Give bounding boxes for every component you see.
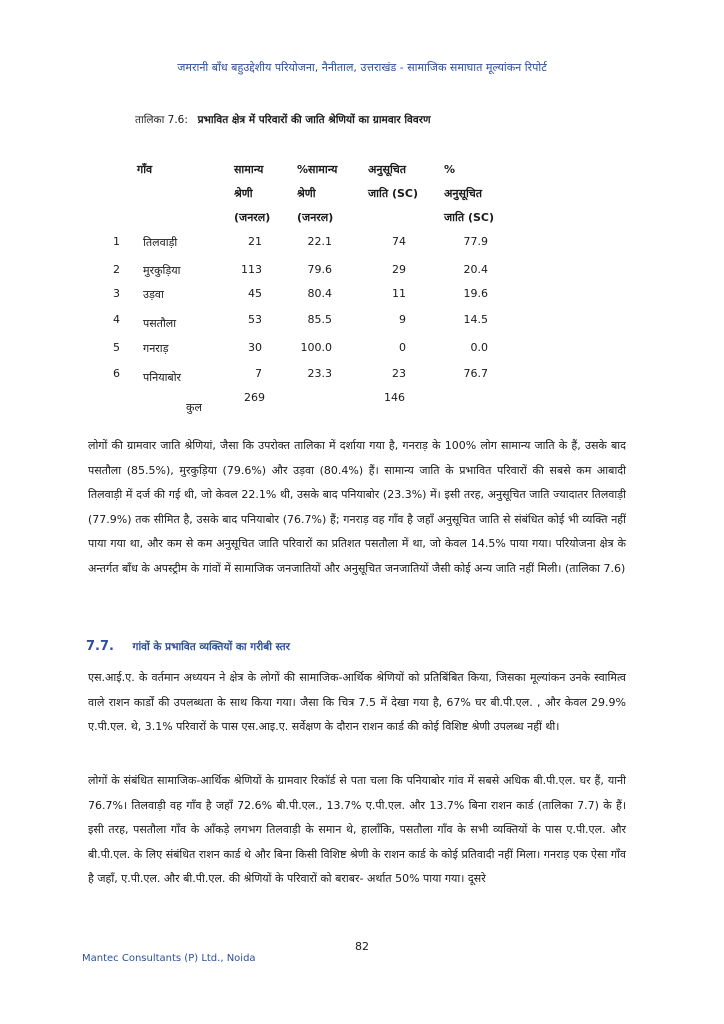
row-sc-pct: 77.9 (463, 235, 488, 248)
row-general-pct: 100.0 (300, 341, 332, 354)
header-line: जाति (SC) (444, 211, 495, 224)
row-sc: 74 (392, 235, 406, 248)
header-line: गाँव (137, 163, 153, 176)
row-serial: 4 (113, 313, 120, 326)
row-serial: 3 (113, 287, 120, 300)
row-general-pct: 79.6 (307, 263, 332, 276)
row-village: पनियाबोर (143, 371, 182, 384)
row-general-pct: 85.5 (307, 313, 332, 326)
row-sc: 11 (392, 287, 406, 300)
row-village: पसतौला (143, 317, 177, 330)
header-line: %सामान्य (297, 163, 338, 176)
table-caption-text: प्रभावित क्षेत्र में परिवारों की जाति श्रेणियों का ग्रामवार विवरण (197, 114, 431, 126)
paragraph: एस.आई.ए. के वर्तमान अध्ययन ने क्षेत्र के लोगों की सामाजिक-आर्थिक श्रेणियों को प्रतिबिंबित किया, जिसका मूल्यांकन उनके स्वामित्व वाले राशन कार्डों की उपलब्धता के साथ किया गया। जैसा कि चित्र 7.5 में देखा गया है, 67% घर बी.पी.एल. , और केवल 29.9% ए.पी.एल. थे, 3.1% परिवारों के पास एस.आइ.ए. सर्वेक्षण के दौरान राशन कार्ड की कोई विशिष्ट श्रेणी उपलब्ध नहीं थी। (88, 671, 626, 733)
row-sc: 0 (399, 341, 406, 354)
total-label: कुल (186, 401, 202, 414)
row-sc-pct: 76.7 (463, 367, 488, 380)
row-village: गनराड़ (143, 342, 169, 355)
header-line: अनुसूचित (444, 187, 483, 200)
page-number: 82 (355, 940, 369, 953)
section-number: 7.7. (86, 639, 114, 654)
header-line: % (444, 163, 456, 176)
row-sc: 23 (392, 367, 406, 380)
row-sc-pct: 19.6 (463, 287, 488, 300)
table-header-sc (368, 158, 418, 206)
row-serial: 2 (113, 263, 120, 276)
row-serial: 1 (113, 235, 120, 248)
table-caption (135, 113, 431, 127)
paragraph: लोगों की ग्रामवार जाति श्रेणियां, जैसा कि उपरोक्त तालिका में दर्शाया गया है, गनराड़ के 100% लोग सामान्य जाति के हैं, उसके बाद पसतौला (85.5%), मुरकुड़िया (79.6%) और उड़वा (80.4%) हैं। सामान्य जाति के प्रभावित परिवारों की सबसे कम आबादी तिलवाड़ी में दर्ज की गई थी, जो केवल 22.1% थी, उसके बाद पनियाबोर (23.3%) में। इसी तरह, अनुसूचित जाति ज्यादातर तिलवाड़ी (77.9%) तक सीमित है, उसके बाद पनियाबोर (76.7%) हैं; गनराड़ वह गाँव है जहाँ अनुसूचित जाति से संबंधित कोई भी व्यक्ति नहीं पाया गया था, और कम से कम अनुसूचित जाति परिवारों का प्रतिशत पसतौला में था, जो केवल 14.5% पाया गया। परियोजना क्षेत्र के अन्तर्गत बाँध के अपस्ट्रीम के गांवों में सामाजिक जनजातियों और अनुसूचित जनजातियों जैसी कोई अन्य जाति नहीं मिली। (तालिका 7.6) (88, 439, 626, 575)
paragraph: लोगों के संबंधित सामाजिक-आर्थिक श्रेणियों के ग्रामवार रिकॉर्ड से पता चला कि पनियाबोर गांव में सबसे अधिक बी.पी.एल. घर हैं, यानी 76.7%। तिलवाड़ी वह गाँव है जहाँ 72.6% बी.पी.एल., 13.7% ए.पी.एल. और 13.7% बिना राशन कार्ड (तालिका 7.7) के हैं। इसी तरह, पसतौला गाँव के आँकड़े लगभग तिलवाड़ी के समान थे, हालाँकि, पसतौला गाँव के सभी व्यक्तियों के पास ए.पी.एल. और बी.पी.एल. के लिए संबंधित राशन कार्ड थे और बिना किसी विशिष्ट श्रेणी के राशन कार्ड के कोई प्रतिवादी नहीं मिला। गनराड़ एक ऐसा गाँव है जहाँ, ए.पी.एल. और बी.पी.एल. की श्रेणियों के परिवारों को बराबर- अर्थात 50% पाया गया। दूसरे (88, 774, 627, 885)
row-general-pct: 80.4 (307, 287, 332, 300)
total-general: 269 (244, 391, 265, 404)
running-header: जमरानी बाँध बहुउद्देशीय परियोजना, नैनीताल, उत्तराखंड - सामाजिक समाघात मूल्यांकन रिपोर्ट (177, 61, 547, 74)
total-sc: 146 (384, 391, 405, 404)
table-total-row (0, 391, 724, 421)
row-sc: 29 (392, 263, 406, 276)
table-header-sc-pct (444, 158, 494, 230)
row-sc-pct: 20.4 (463, 263, 488, 276)
table-row (0, 313, 724, 335)
table-header-general (234, 158, 270, 230)
row-general-pct: 22.1 (307, 235, 332, 248)
table-row (0, 367, 724, 389)
row-general: 53 (248, 313, 262, 326)
table-row (0, 235, 724, 257)
row-general-pct: 23.3 (307, 367, 332, 380)
footer-company: Mantec Consultants (P) Ltd., Noida (82, 953, 256, 964)
header-line: जाति (SC) (368, 187, 419, 200)
header-line: श्रेणी (234, 187, 253, 200)
row-serial: 5 (113, 341, 120, 354)
table-row (0, 263, 724, 285)
row-serial: 6 (113, 367, 120, 380)
row-village: उड़वा (143, 288, 164, 301)
row-sc-pct: 14.5 (463, 313, 488, 326)
row-sc-pct: 0.0 (470, 341, 488, 354)
section-heading (86, 639, 290, 654)
header-line: श्रेणी (297, 187, 316, 200)
table-row (0, 287, 724, 309)
table-header-village (137, 158, 152, 182)
table-row (0, 341, 724, 363)
row-general: 7 (255, 367, 262, 380)
section-title: गांवों के प्रभावित व्यक्तियों का गरीबी स्तर (132, 641, 290, 653)
row-general: 45 (248, 287, 262, 300)
row-general: 30 (248, 341, 262, 354)
row-village: मुरकुड़िया (143, 264, 181, 277)
table-caption-label: तालिका 7.6: (135, 114, 188, 126)
row-general: 113 (241, 263, 262, 276)
row-village: तिलवाड़ी (143, 236, 178, 249)
row-sc: 9 (399, 313, 406, 326)
header-line: (जनरल) (234, 211, 271, 224)
header-line: (जनरल) (297, 211, 334, 224)
header-line: सामान्य (234, 163, 264, 176)
row-general: 21 (248, 235, 262, 248)
header-line: अनुसूचित (368, 163, 407, 176)
table-header-general-pct (297, 158, 337, 230)
